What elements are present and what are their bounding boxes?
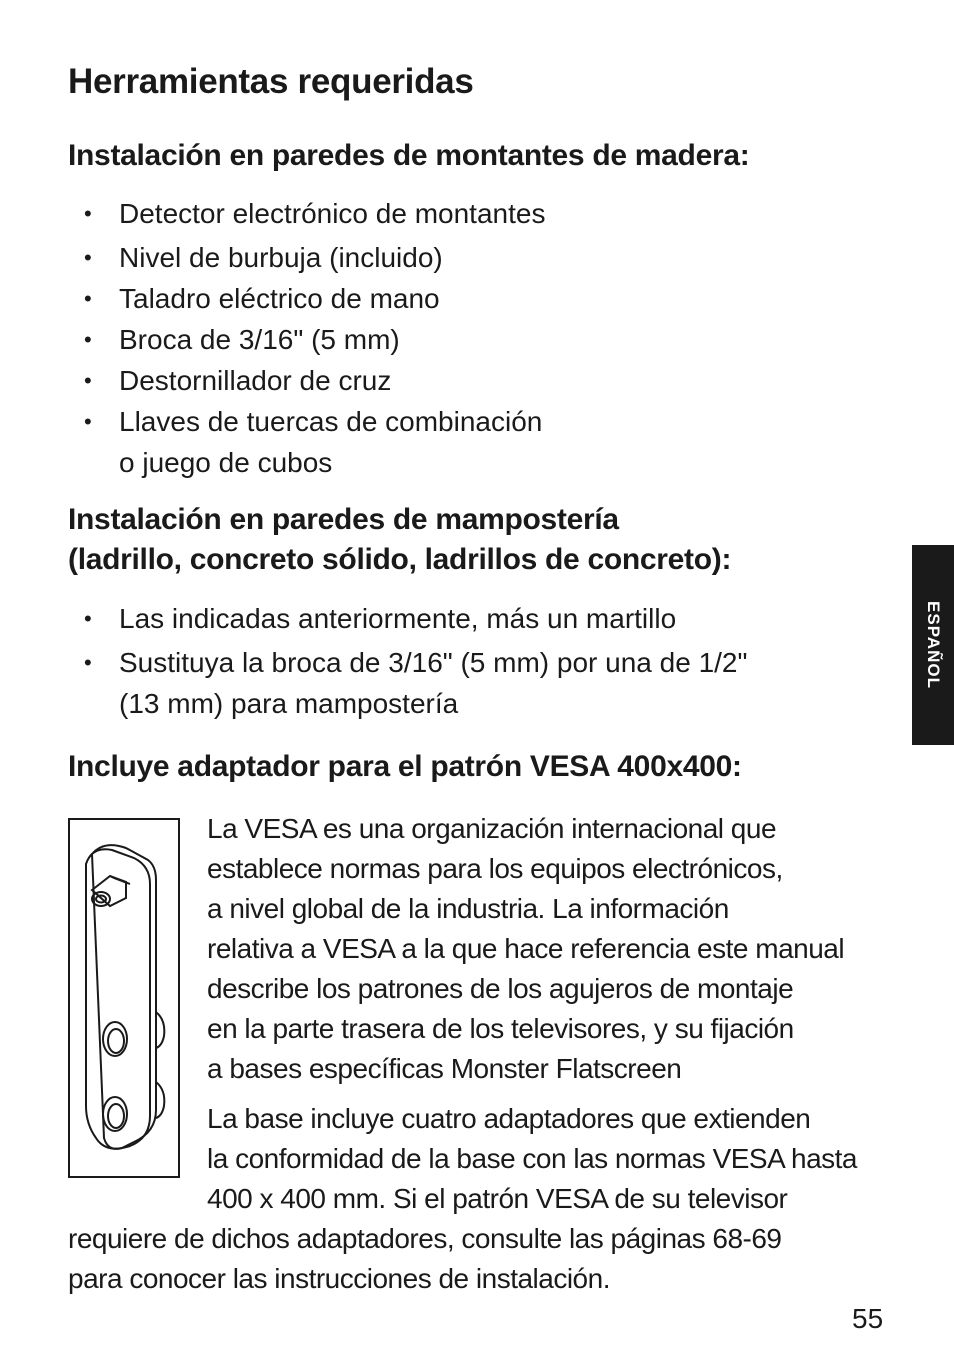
bullet-icon: •	[84, 650, 92, 675]
vesa-adapter-figure	[68, 818, 180, 1178]
section-heading-wood-studs: Instalación en paredes de montantes de madera:	[68, 139, 750, 172]
section-heading-masonry: Instalación en paredes de mampostería (ladrillo, concreto sólido, ladrillos de concreto):	[68, 503, 732, 576]
bullet-icon: •	[84, 368, 92, 393]
list-item: • Llaves de tuercas de combinación o juego de cubos	[68, 401, 545, 483]
bullet-icon: •	[84, 201, 92, 226]
masonry-tool-list	[68, 598, 747, 724]
list-item: • Broca de 3/16" (5 mm)	[68, 319, 545, 360]
language-tab-label: ESPAÑOL	[924, 601, 943, 689]
list-item: • Nivel de burbuja (incluido)	[68, 237, 545, 278]
bullet-icon: •	[84, 606, 92, 631]
vesa-adapter-plate-icon	[70, 820, 178, 1176]
list-item: • Detector electrónico de montantes	[68, 193, 545, 234]
bullet-icon: •	[84, 245, 92, 270]
language-tab	[912, 545, 954, 745]
bullet-icon: •	[84, 327, 92, 352]
vesa-paragraph-1: La VESA es una organización internacional que establece normas para los equipos electrónicos, a nivel global de la industria. La información relativa a VESA a la que hace referencia este manual describe los patrones de los agujeros de montaje en la parte trasera de los televisores, y su fijación a bases específicas Monster Flatscreen	[207, 813, 845, 1084]
vesa-paragraph-2-continued: requiere de dichos adaptadores, consulte las páginas 68-69 para conocer las instrucciones de instalación.	[68, 1223, 782, 1294]
list-item: • Las indicadas anteriormente, más un martillo	[68, 598, 747, 639]
vesa-paragraph-2: La base incluye cuatro adaptadores que extienden la conformidad de la base con las normas VESA hasta 400 x 400 mm. Si el patrón VESA de su televisor	[207, 1103, 857, 1214]
bullet-icon: •	[84, 286, 92, 311]
section-heading-vesa: Incluye adaptador para el patrón VESA 400x400:	[68, 750, 742, 783]
page-number: 55	[852, 1303, 884, 1334]
list-item: • Sustituya la broca de 3/16" (5 mm) por una de 1/2" (13 mm) para mampostería	[68, 642, 747, 724]
wood-studs-tool-list	[68, 193, 545, 483]
list-item: • Taladro eléctrico de mano	[68, 278, 545, 319]
list-item: • Destornillador de cruz	[68, 360, 545, 401]
page-title: Herramientas requeridas	[68, 62, 474, 101]
bullet-icon: •	[84, 409, 92, 434]
